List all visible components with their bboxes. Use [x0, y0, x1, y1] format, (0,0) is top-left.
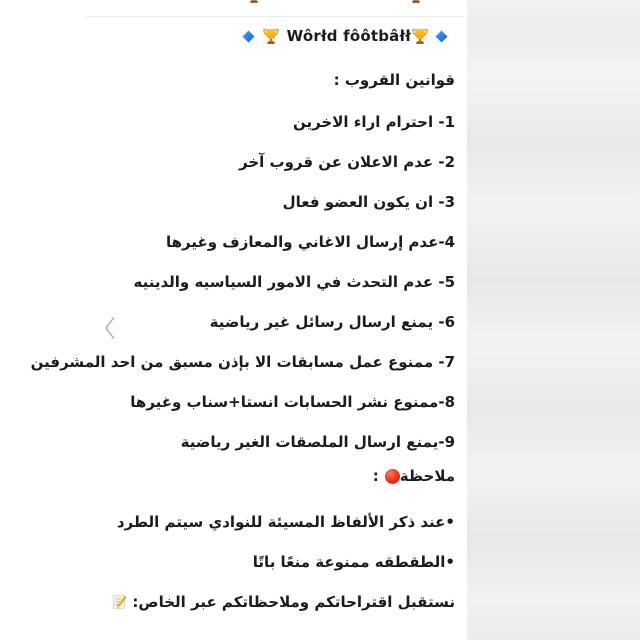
rule-line: 7- ممنوع عمل مسابقات الا بإذن مسبق من احد المشرفين: [30, 353, 455, 371]
note-heading: [373, 466, 455, 486]
note-bullet: •الطقطقه ممنوعة منعًا باتًا: [252, 553, 455, 571]
rule-line: 8-ممنوع نشر الحسابات انستا+سناب وغيرها: [130, 393, 455, 411]
note-bullet: •عند ذكر الألفاظ المسيئة للنوادي سيتم الطرد: [116, 513, 455, 531]
footer-text: نستقبل اقتراحاتكم وملاحظاتكم عبر الخاص: [138, 593, 455, 611]
rule-line: 6- يمنع ارسال رسائل غير رياضية: [209, 313, 455, 331]
trophy-icon: [407, 0, 425, 5]
group-title: Wôrłd fôôtbâłł: [286, 27, 411, 45]
note-label: ملاحظة: [399, 467, 455, 485]
trophy-icon: [245, 0, 263, 5]
footer-colon: :: [132, 593, 139, 611]
blue-diamond-icon: [435, 30, 448, 43]
trophy-icon: [411, 27, 429, 45]
trophy-icon: [262, 27, 280, 45]
rules-heading: قوانين القروب :: [333, 71, 455, 89]
group-title-row: [242, 24, 448, 48]
rule-line: 9-يمنع ارسال الملصقات الغير رياضية: [180, 433, 455, 451]
note-colon: :: [372, 467, 379, 485]
rule-line: 3- ان يكون العضو فعال: [282, 193, 455, 211]
memo-icon: [111, 594, 127, 610]
rule-line: 4-عدم إرسال الاغاني والمعازف وغيرها: [166, 233, 455, 251]
chevron-left-icon[interactable]: [102, 315, 118, 341]
side-panel: [467, 0, 640, 640]
footer-line: [111, 592, 455, 612]
rule-line: 2- عدم الاعلان عن قروب آخر: [238, 153, 455, 171]
divider: [85, 16, 463, 17]
blue-diamond-icon: [242, 30, 255, 43]
rule-line: 1- احترام اراء الاخرين: [292, 113, 455, 131]
red-circle-icon: [385, 469, 400, 484]
rule-line: 5- عدم التحدث في الامور السياسيه والدينيه: [133, 273, 455, 291]
